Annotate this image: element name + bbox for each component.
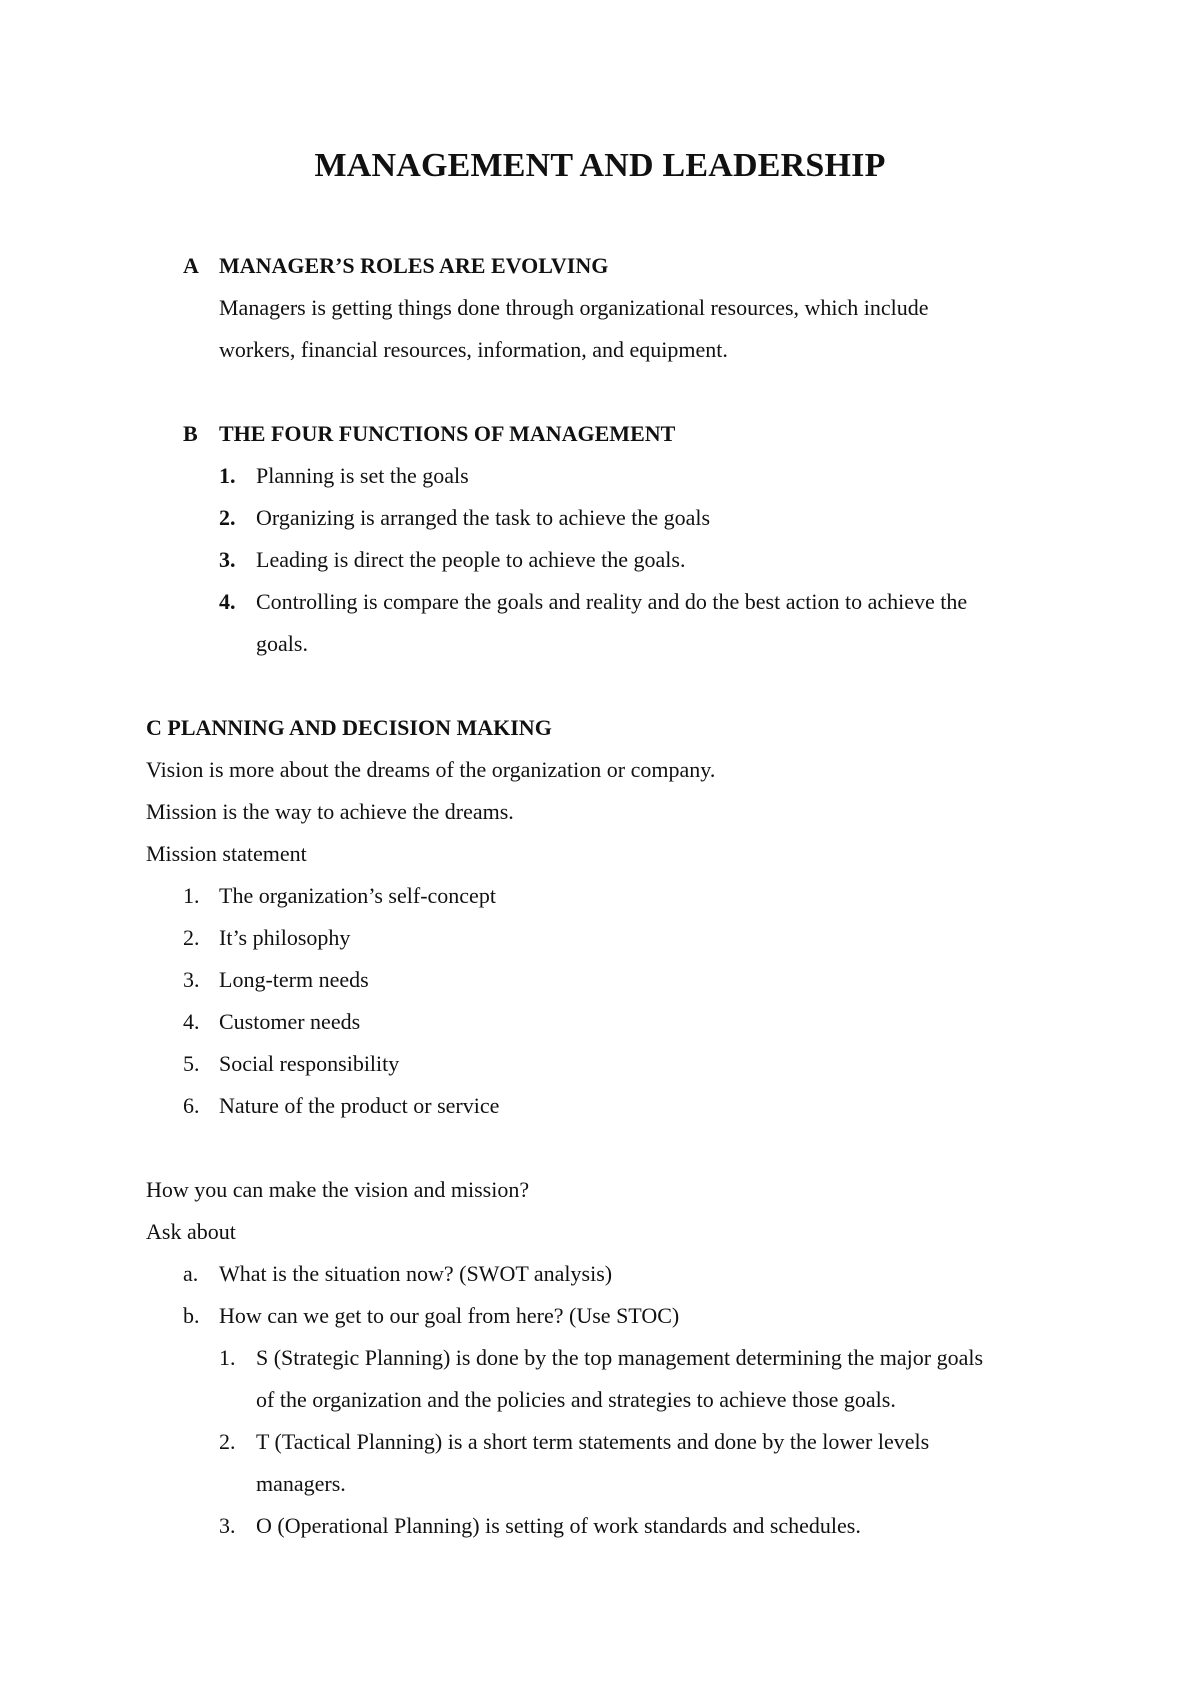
mission-item-text: The organization’s self-concept bbox=[219, 883, 496, 908]
function-item-text: Organizing is arranged the task to achieve the goals bbox=[256, 505, 711, 530]
mission-item-number: 3. bbox=[183, 967, 200, 992]
function-item-number: 3. bbox=[219, 547, 236, 572]
stoc-item-number: 2. bbox=[219, 1429, 236, 1454]
section-a-line: Managers is getting things done through organizational resources, which include bbox=[219, 295, 929, 320]
mission-item-number: 1. bbox=[183, 883, 200, 908]
mission-item-number: 2. bbox=[183, 925, 200, 950]
ask-item-letter: b. bbox=[183, 1303, 200, 1328]
stoc-item-text: T (Tactical Planning) is a short term statements and done by the lower levels bbox=[256, 1429, 930, 1454]
question-line: How you can make the vision and mission? bbox=[146, 1177, 530, 1202]
stoc-item-text: S (Strategic Planning) is done by the top management determining the major goals bbox=[256, 1345, 984, 1370]
mission-item-number: 6. bbox=[183, 1093, 200, 1118]
function-item-text: Controlling is compare the goals and reality and do the best action to achieve the bbox=[256, 589, 968, 614]
section-c-heading: C PLANNING AND DECISION MAKING bbox=[146, 715, 552, 740]
stoc-item-text: O (Operational Planning) is setting of work standards and schedules. bbox=[256, 1513, 861, 1538]
mission-item-text: Nature of the product or service bbox=[219, 1093, 500, 1118]
section-c-line: Mission statement bbox=[146, 841, 307, 866]
section-a-line: workers, financial resources, information, and equipment. bbox=[219, 337, 728, 362]
function-item-text: Leading is direct the people to achieve the goals. bbox=[256, 547, 686, 572]
stoc-item-number: 3. bbox=[219, 1513, 236, 1538]
section-a-heading: MANAGER’S ROLES ARE EVOLVING bbox=[219, 253, 609, 278]
stoc-item-text: managers. bbox=[256, 1471, 346, 1496]
function-item-number: 2. bbox=[219, 505, 236, 530]
stoc-item-text: of the organization and the policies and strategies to achieve those goals. bbox=[256, 1387, 896, 1412]
ask-item-text: What is the situation now? (SWOT analysis) bbox=[219, 1261, 613, 1286]
function-item-text: Planning is set the goals bbox=[256, 463, 469, 488]
section-c-line: Mission is the way to achieve the dreams. bbox=[146, 799, 514, 824]
mission-item-text: It’s philosophy bbox=[219, 925, 351, 950]
function-item-number: 1. bbox=[219, 463, 236, 488]
mission-item-number: 5. bbox=[183, 1051, 200, 1076]
stoc-item-number: 1. bbox=[219, 1345, 236, 1370]
document-title: MANAGEMENT AND LEADERSHIP bbox=[314, 147, 886, 184]
function-item-number: 4. bbox=[219, 589, 236, 614]
section-a-letter: A bbox=[183, 253, 199, 278]
section-b-letter: B bbox=[183, 421, 198, 446]
section-c-line: Vision is more about the dreams of the organization or company. bbox=[146, 757, 716, 782]
ask-item-text: How can we get to our goal from here? (Use STOC) bbox=[219, 1303, 680, 1328]
mission-item-text: Customer needs bbox=[219, 1009, 361, 1034]
section-b-heading: THE FOUR FUNCTIONS OF MANAGEMENT bbox=[219, 421, 676, 446]
function-item-text-continued: goals. bbox=[256, 631, 308, 656]
mission-item-number: 4. bbox=[183, 1009, 200, 1034]
ask-about-line: Ask about bbox=[146, 1219, 236, 1244]
mission-item-text: Long-term needs bbox=[219, 967, 369, 992]
ask-item-letter: a. bbox=[183, 1261, 199, 1286]
mission-item-text: Social responsibility bbox=[219, 1051, 400, 1076]
